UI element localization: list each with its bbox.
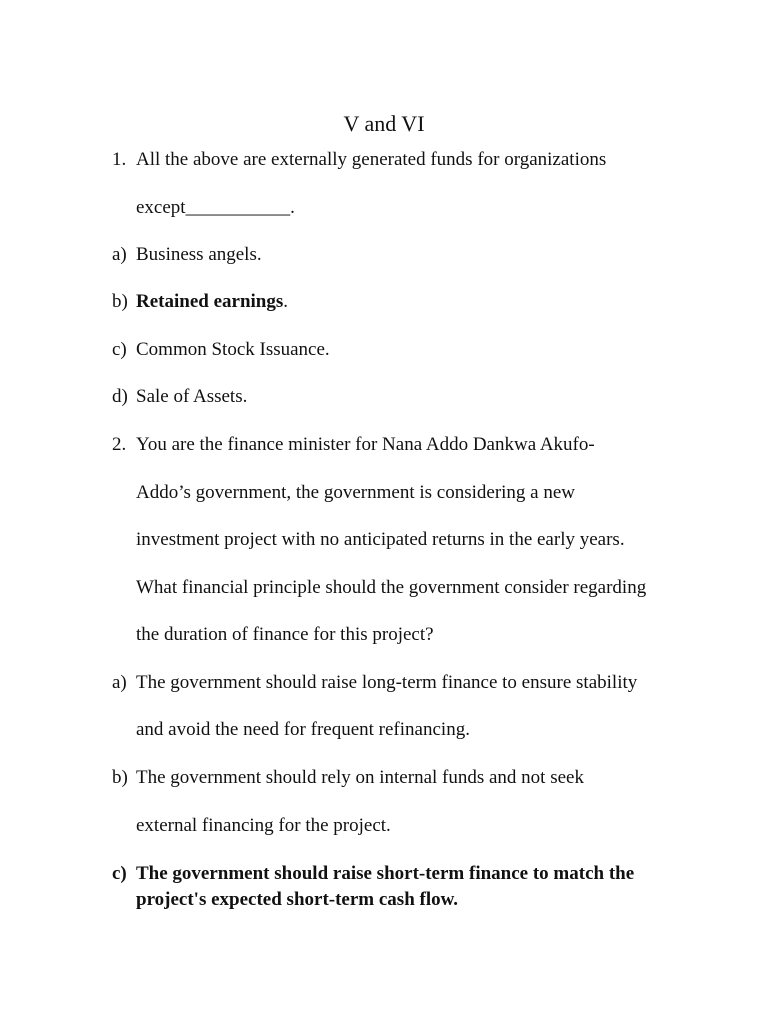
q1-option-d-marker: d) — [112, 386, 128, 407]
q1-text-line-2: except___________. — [136, 197, 295, 218]
q2-option-c-line-2: project's expected short-term cash flow. — [136, 889, 459, 910]
q2-option-a-line-1: The government should raise long-term finance to ensure stability — [136, 672, 638, 693]
q1-option-a-text: Business angels. — [136, 244, 262, 265]
q1-text-line-1: All the above are externally generated funds for organizations — [136, 149, 607, 170]
q2-number: 2. — [112, 434, 127, 455]
q1-number: 1. — [112, 149, 127, 170]
q2-option-b-marker: b) — [112, 767, 128, 788]
q2-option-c-line-1: The government should raise short-term finance to match the — [136, 863, 635, 884]
q1-option-d-text: Sale of Assets. — [136, 386, 248, 407]
q2-option-a-marker: a) — [112, 672, 127, 693]
q1-option-b-suffix: . — [283, 291, 288, 312]
q2-option-b-line-2: external financing for the project. — [136, 815, 391, 836]
q1-option-b-text: Retained earnings — [136, 291, 284, 312]
q2-text-line-1: You are the finance minister for Nana Addo Dankwa Akufo- — [136, 434, 595, 455]
q1-option-a-marker: a) — [112, 244, 127, 265]
q2-option-a-line-2: and avoid the need for frequent refinancing. — [136, 719, 470, 740]
q1-option-c-text: Common Stock Issuance. — [136, 339, 330, 360]
q1-option-b-marker: b) — [112, 291, 128, 312]
q2-text-line-5: the duration of finance for this project? — [136, 624, 434, 645]
q2-text-line-4: What financial principle should the government consider regarding — [136, 577, 647, 598]
q2-text-line-2: Addo’s government, the government is considering a new — [136, 482, 576, 503]
q1-option-c-marker: c) — [112, 339, 127, 360]
document-title: V and VI — [343, 111, 425, 136]
q2-option-b-line-1: The government should rely on internal funds and not seek — [136, 767, 584, 788]
q2-text-line-3: investment project with no anticipated returns in the early years. — [136, 529, 625, 550]
q2-option-c-marker: c) — [112, 863, 127, 884]
q1-option-b — [136, 289, 288, 315]
